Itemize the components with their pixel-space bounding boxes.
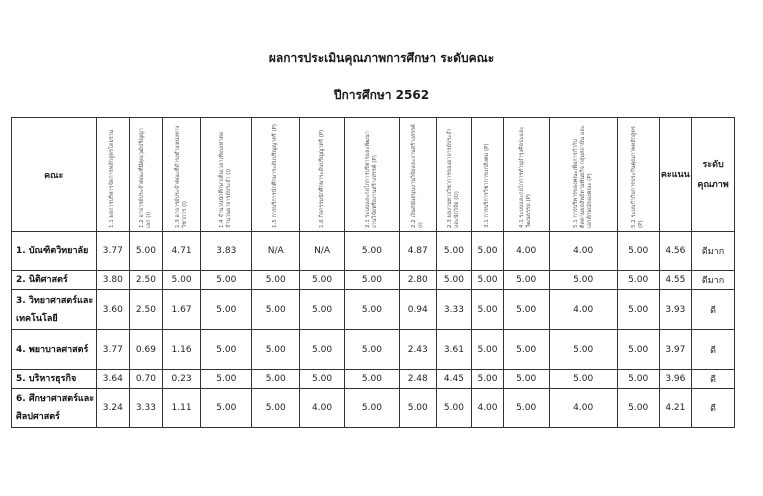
indicator-value: 3.60 bbox=[96, 290, 130, 330]
indicator-value: 2.50 bbox=[130, 290, 163, 330]
indicator-header: 1.4 จำนวนนักศึกษาเต็มเวลาเทียบเท่าต่อจำนวนอาจารย์ประจำ (I) bbox=[201, 118, 252, 232]
indicator-value: 3.33 bbox=[130, 389, 163, 428]
page-title: ผลการประเมินคุณภาพการศึกษา ระดับคณะ bbox=[268, 51, 495, 65]
quality-level: ดี bbox=[692, 389, 735, 428]
total-score: 3.93 bbox=[659, 290, 692, 330]
indicator-header: 1.3 อาจารย์ประจำคณะที่ดำรงตำแหน่งทางวิชาการ (I) bbox=[162, 118, 201, 232]
indicator-header: 2.3 ผลงานทางวิชาการของอาจารย์ประจำและนักวิจัย (O) bbox=[436, 118, 472, 232]
indicator-value: 5.00 bbox=[300, 330, 345, 370]
indicator-value: 5.00 bbox=[344, 330, 399, 370]
indicator-value: 5.00 bbox=[344, 370, 399, 389]
quality-level: ดีมาก bbox=[692, 271, 735, 290]
indicator-value: 5.00 bbox=[201, 330, 252, 370]
indicator-value: 5.00 bbox=[472, 290, 504, 330]
total-score: 4.56 bbox=[659, 232, 692, 271]
indicator-value: 5.00 bbox=[617, 330, 659, 370]
indicator-header: 3.1 การบริการวิชาการแก่สังคม (P) bbox=[472, 118, 504, 232]
indicator-value: 5.00 bbox=[252, 271, 300, 290]
indicator-value: 3.33 bbox=[436, 290, 472, 330]
quality-level: ดี bbox=[692, 370, 735, 389]
indicator-value: 4.00 bbox=[549, 389, 617, 428]
indicator-value: 4.45 bbox=[436, 370, 472, 389]
indicator-value: 3.83 bbox=[201, 232, 252, 271]
indicator-value: 2.50 bbox=[130, 271, 163, 290]
header-row bbox=[12, 118, 735, 232]
indicator-value: 5.00 bbox=[436, 271, 472, 290]
indicator-value: 5.00 bbox=[300, 370, 345, 389]
indicator-value: 4.71 bbox=[162, 232, 201, 271]
quality-level: ดี bbox=[692, 290, 735, 330]
quality-level: ดีมาก bbox=[692, 232, 735, 271]
indicator-value: 3.61 bbox=[436, 330, 472, 370]
indicator-value: 5.00 bbox=[252, 290, 300, 330]
indicator-value: 5.00 bbox=[617, 389, 659, 428]
faculty-name: 5. บริหารธุรกิจ bbox=[12, 370, 97, 389]
total-score: 3.96 bbox=[659, 370, 692, 389]
indicator-value: 1.11 bbox=[162, 389, 201, 428]
indicator-value: 5.00 bbox=[472, 271, 504, 290]
indicator-value: 5.00 bbox=[344, 389, 399, 428]
table-row bbox=[12, 271, 735, 290]
indicator-value: 0.70 bbox=[130, 370, 163, 389]
indicator-header: 1.5 การบริการนักศึกษาระดับปริญญาตรี (P) bbox=[252, 118, 300, 232]
indicator-value: 5.00 bbox=[344, 271, 399, 290]
indicator-value: 3.64 bbox=[96, 370, 130, 389]
indicator-value: 3.77 bbox=[96, 330, 130, 370]
total-score: 4.55 bbox=[659, 271, 692, 290]
indicator-value: 5.00 bbox=[549, 370, 617, 389]
indicator-value: 5.00 bbox=[201, 290, 252, 330]
indicator-header: 2.2 เงินสนับสนุนงานวิจัยและงานสร้างสรรค์ (I) bbox=[399, 118, 436, 232]
quality-level: ดี bbox=[692, 330, 735, 370]
indicator-header: 5.1 การบริหารของคณะเพื่อการกำกับติดตามผลลัพธ์ตามพันธกิจ กลุ่มสถาบัน และเอกลักษณ์ของคณะ (P) bbox=[549, 118, 617, 232]
indicator-value: N/A bbox=[300, 232, 345, 271]
indicator-value: 5.00 bbox=[399, 389, 436, 428]
indicator-value: 3.77 bbox=[96, 232, 130, 271]
indicator-value: 3.80 bbox=[96, 271, 130, 290]
page-subtitle: ปีการศึกษา 2562 bbox=[333, 88, 430, 102]
table-row bbox=[12, 290, 735, 330]
total-score: 4.21 bbox=[659, 389, 692, 428]
indicator-value: 5.00 bbox=[617, 370, 659, 389]
indicator-value: 5.00 bbox=[344, 232, 399, 271]
indicator-value: 5.00 bbox=[503, 389, 549, 428]
indicator-value: 5.00 bbox=[344, 290, 399, 330]
indicator-value: 5.00 bbox=[201, 370, 252, 389]
indicator-header: 1.6 กิจกรรมนักศึกษาระดับปริญญาตรี (P) bbox=[300, 118, 345, 232]
indicator-value: 2.48 bbox=[399, 370, 436, 389]
table-row bbox=[12, 330, 735, 370]
indicator-value: 5.00 bbox=[472, 232, 504, 271]
indicator-value: 0.23 bbox=[162, 370, 201, 389]
indicator-header: 1.1 ผลการบริหารจัดการหลักสูตรโดยรวม bbox=[96, 118, 130, 232]
indicator-value: 4.87 bbox=[399, 232, 436, 271]
indicator-header: 4.1 ระบบและกลไกการทำนุบำรุงศิลปะและวัฒนธรรม (P) bbox=[503, 118, 549, 232]
indicator-value: 5.00 bbox=[472, 330, 504, 370]
indicator-value: 5.00 bbox=[201, 271, 252, 290]
indicator-header: 2.1 ระบบและกลไกการบริหารและพัฒนางานวิจัยหรืองานสร้างสรรค์ (P) bbox=[344, 118, 399, 232]
indicator-value: 5.00 bbox=[436, 389, 472, 428]
indicator-value: 5.00 bbox=[300, 290, 345, 330]
indicator-value: 3.24 bbox=[96, 389, 130, 428]
total-score: 3.97 bbox=[659, 330, 692, 370]
table-row bbox=[12, 232, 735, 271]
faculty-name: 3. วิทยาศาสตร์และเทคโนโลยี bbox=[12, 290, 97, 330]
indicator-value: N/A bbox=[252, 232, 300, 271]
table-row bbox=[12, 389, 735, 428]
indicator-value: 5.00 bbox=[201, 389, 252, 428]
indicator-value: 4.00 bbox=[300, 389, 345, 428]
indicator-value: 0.94 bbox=[399, 290, 436, 330]
assessment-table bbox=[11, 117, 735, 428]
indicator-value: 4.00 bbox=[549, 290, 617, 330]
indicator-value: 0.69 bbox=[130, 330, 163, 370]
indicator-value: 5.00 bbox=[549, 271, 617, 290]
indicator-value: 2.80 bbox=[399, 271, 436, 290]
indicator-value: 5.00 bbox=[549, 330, 617, 370]
faculty-name: 6. ศึกษาศาสตร์และศิลปศาสตร์ bbox=[12, 389, 97, 428]
indicator-value: 5.00 bbox=[252, 370, 300, 389]
table-row bbox=[12, 370, 735, 389]
indicator-value: 5.00 bbox=[617, 290, 659, 330]
faculty-name: 2. นิติศาสตร์ bbox=[12, 271, 97, 290]
indicator-value: 1.16 bbox=[162, 330, 201, 370]
faculty-header: คณะ bbox=[12, 118, 97, 232]
indicator-value: 5.00 bbox=[472, 370, 504, 389]
indicator-value: 5.00 bbox=[162, 271, 201, 290]
indicator-value: 5.00 bbox=[503, 370, 549, 389]
indicator-value: 5.00 bbox=[252, 389, 300, 428]
indicator-value: 4.00 bbox=[472, 389, 504, 428]
level-header: ระดับคุณภาพ bbox=[692, 118, 735, 232]
indicator-value: 2.43 bbox=[399, 330, 436, 370]
indicator-header: 1.2 อาจารย์ประจำคณะที่มีคุณวุฒิปริญญาเอก (I) bbox=[130, 118, 163, 232]
indicator-value: 5.00 bbox=[503, 330, 549, 370]
indicator-value: 5.00 bbox=[617, 271, 659, 290]
indicator-value: 5.00 bbox=[252, 330, 300, 370]
indicator-value: 5.00 bbox=[503, 290, 549, 330]
indicator-value: 5.00 bbox=[436, 232, 472, 271]
indicator-value: 4.00 bbox=[549, 232, 617, 271]
indicator-value: 5.00 bbox=[130, 232, 163, 271]
faculty-name: 4. พยาบาลศาสตร์ bbox=[12, 330, 97, 370]
score-header: คะแนน bbox=[659, 118, 692, 232]
indicator-value: 5.00 bbox=[617, 232, 659, 271]
indicator-value: 5.00 bbox=[503, 271, 549, 290]
indicator-value: 5.00 bbox=[300, 271, 345, 290]
indicator-value: 1.67 bbox=[162, 290, 201, 330]
indicator-header: 5.2 ระบบกำกับการประกันคุณภาพหลักสูตร (P) bbox=[617, 118, 659, 232]
indicator-value: 4.00 bbox=[503, 232, 549, 271]
faculty-name: 1. บัณฑิตวิทยาลัย bbox=[12, 232, 97, 271]
